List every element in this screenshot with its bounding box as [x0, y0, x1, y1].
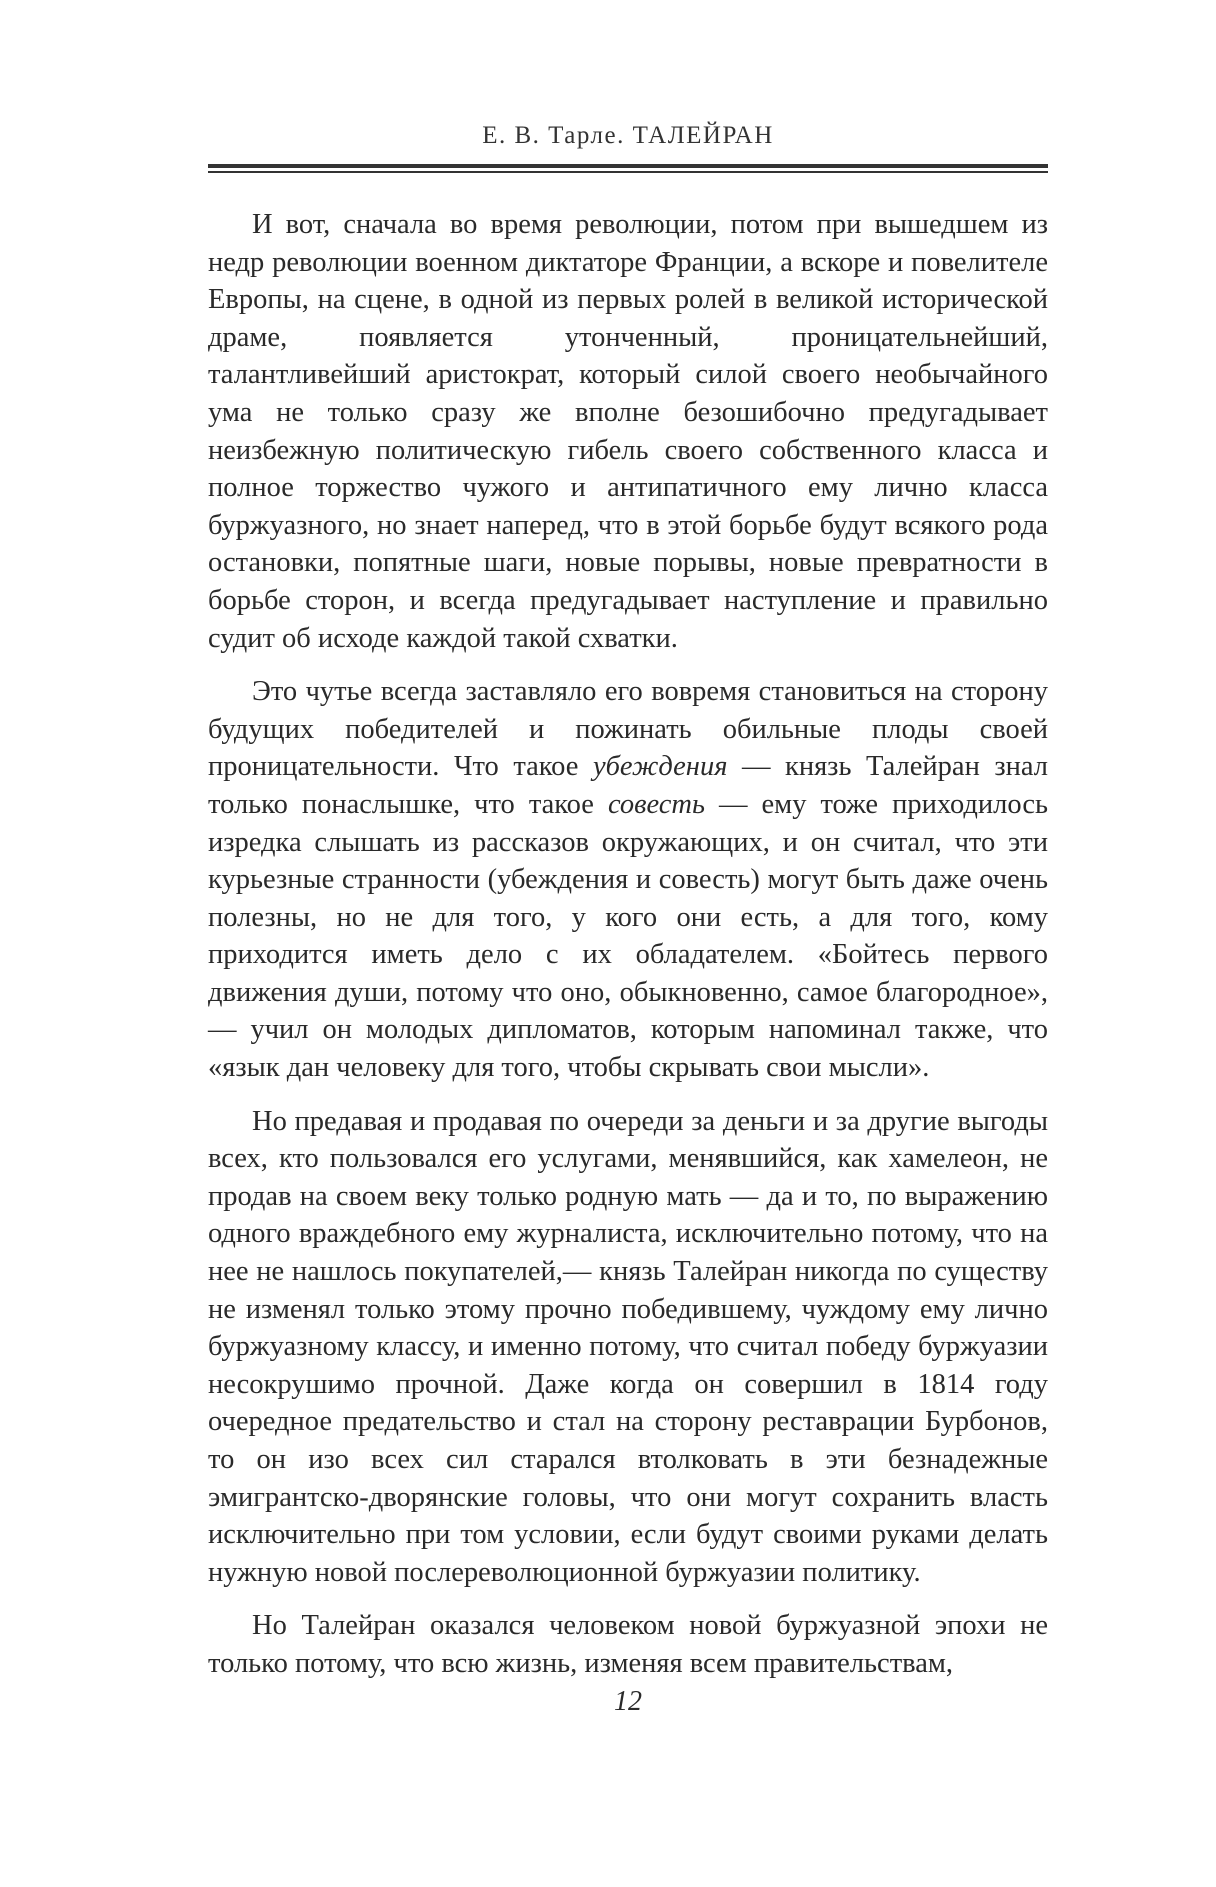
running-head: Е. В. Тарле. ТАЛЕЙРАН — [482, 122, 774, 149]
paragraph-3: Но предавая и продавая по очереди за деньги и за другие выгоды всех, кто пользовался его услугами, менявшийся, как хамелеон, не продав на своем веку только родную мать — да и то, по выражению одного враждебного ему журналиста, исключительно потому, что на нее не нашлось покупателей,— князь Талейран никогда по существу не изменял только этому прочно победившему, чуждому ему лично буржуазному классу, и именно потому, что считал победу буржуазии несокрушимо прочной. Даже когда он совершил в 1814 году очередное предательство и стал на сторону реставрации Бурбонов, то он изо всех сил старался втолковать в эти безнадежные эмигрантско-дворянские головы, что они могут сохранить власть исключительно при том условии, если будут своими руками делать нужную новой послереволюционной буржуазии политику. — [208, 1105, 1048, 1588]
page-number: 12 — [614, 1686, 642, 1717]
paragraph-4: Но Талейран оказался человеком новой буржуазной эпохи не только потому, что всю жизнь, изменяя всем правительствам, — [208, 1610, 1048, 1679]
paragraph-2-part-3: — ему тоже приходилось изредка слышать из рассказов окружающих, и он считал, что эти курьезные странности (убеждения и совесть) могут быть даже очень полезны, но не для того, у кого они есть, а для того, кому приходится иметь дело с их обладателем. «Бойтесь первого движения души, потому что оно, обыкновенно, самое благородное»,— учил он молодых дипломатов, которым напоминал также, что «язык дан человеку для того, чтобы скрывать свои мысли». — [208, 788, 1048, 1084]
paragraph-2-emphasis-2: совесть — [607, 788, 705, 820]
header-rule-thick — [208, 164, 1048, 168]
paragraph-1: И вот, сначала во время революции, потом при вышедшем из недр революции военном диктаторе Франции, а вскоре и повелителе Европы, на сцене, в одной из первых ролей в великой исторической драме, появляется утонченный, проницательнейший, талантливейший аристократ, который силой своего необычайного ума не только сразу же вполне безошибочно предугадывает неизбежную политическую гибель своего собственного класса и полное торжество чужого и антипатичного ему лично класса буржуазного, но знает наперед, что в этой борьбе будут всякого рода остановки, попятные шаги, новые порывы, новые превратности в борьбе сторон, и всегда предугадывает наступление и правильно судит об исходе каждой такой схватки. — [208, 209, 1048, 654]
paragraph-2 — [208, 673, 1048, 1087]
paragraph-2-emphasis-1: убеждения — [592, 751, 728, 783]
paragraph-2-part-1: Это чутье всегда заставляло его вовремя становиться на сторону будущих победителей и пожинать обильные плоды своей проницательности. Что такое — [208, 676, 1048, 783]
paragraph-2-part-2: — князь Талейран знал только понаслышке, что такое — [208, 751, 1048, 820]
body-text — [208, 206, 1048, 1699]
header-rule-thin — [208, 171, 1048, 173]
